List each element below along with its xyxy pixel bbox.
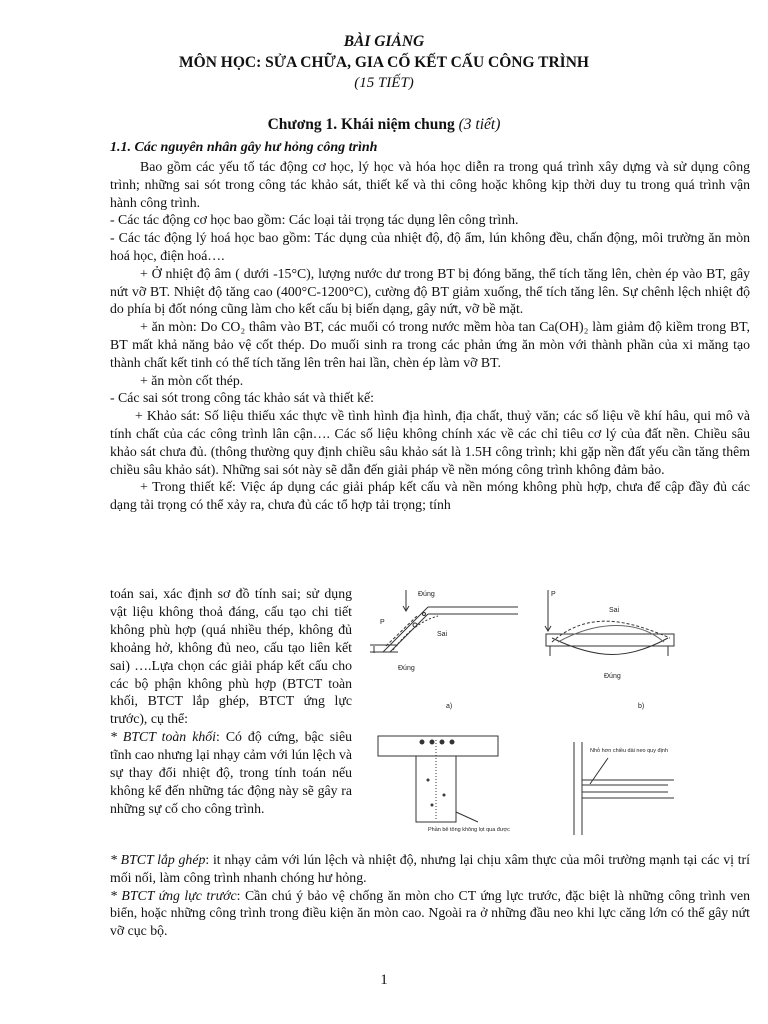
label-sai-left: Sai (437, 631, 448, 638)
wrapped-text (110, 585, 352, 818)
caption-b: b) (638, 703, 645, 710)
definition: : Có độ cứng, bậc siêu tĩnh cao nhưng lại nhạy cảm với lún lệch và sự thay đổi nhiệt độ, trong tính toán nếu không kể đến những tác động này sẽ gây ra những sự cố cho công trình. (110, 729, 352, 816)
paragraph: + Ở nhiệt độ âm ( dưới -15°C), lượng nước dư trong BT bị đóng băng, thể tích tăng lên, chèn ép vào BT, gây nứt vỡ BT. Nhiệt độ tăng cao (400°C-1200°C), cường độ BT giảm xuống, thể tích tăng lên. Sự chênh lệch nhiệt độ do phía bị đốt nóng cũng làm cho kết cấu bị biến dạng, gây nứt, vỡ bề mặt. (110, 265, 750, 317)
page-number: 1 (380, 972, 388, 988)
caption-a: a) (446, 703, 453, 710)
structural-figures (368, 590, 686, 846)
term: * BTCT lắp ghép (110, 852, 206, 867)
paragraph (110, 851, 750, 887)
figure-b (545, 590, 674, 656)
definition: : Cần chú ý bảo vệ chống ăn mòn cho CT ứng lực trước, đặc biệt là những công trình ven biển, hoặc những công trình trong điều kiện ăn mòn cao. Ngoài ra ở những đầu neo khi lực căng lớn có thể gây nứt vỡ cục bộ. (110, 887, 750, 939)
paragraph: + Trong thiết kế: Việc áp dụng các giải pháp kết cấu và nền móng không phù hợp, chưa để cập đầy đủ các dạng tải trọng có thể xảy ra, chưa đủ các tổ hợp tải trọng; tính (110, 479, 750, 513)
course-title: MÔN HỌC: SỬA CHỮA, GIA CỐ KẾT CẤU CÔNG TRÌNH (179, 54, 589, 71)
label-sai-right: Sai (609, 607, 620, 614)
chapter-hours: (3 tiết) (458, 116, 501, 133)
figure-notes (428, 747, 668, 833)
figure-labels (380, 591, 644, 710)
lecture-title: BÀI GIẢNG (343, 33, 425, 50)
course-hours: (15 TIẾT) (354, 75, 414, 91)
figure-d (574, 742, 674, 835)
label-p-left: P (380, 619, 385, 626)
paragraph: - Các tác động lý hoá học bao gồm: Tác dụng của nhiệt độ, độ ẩm, lún không đều, chấn động, môi trường ăn mòn hoá học, điện hoá…. (110, 230, 750, 263)
body-text (110, 158, 750, 514)
term: * BTCT toàn khối (110, 729, 216, 745)
paragraph: - Các tác động cơ học bao gồm: Các loại tải trọng tác dụng lên công trình. (110, 212, 519, 228)
figure-c (378, 736, 498, 822)
paragraph (110, 887, 750, 940)
term: * BTCT ứng lực trước (110, 887, 237, 903)
closing-text (110, 851, 750, 940)
label-dung-left: Đúng (398, 665, 415, 672)
note-concrete: Phần bê tông không lọt qua được (428, 827, 510, 833)
chapter-heading (0, 116, 768, 134)
paragraph: toán sai, xác định sơ đồ tính sai; sử dụng vật liệu không thoả đáng, cấu tạo chi tiết không phù hợp (quá nhiều thép, không đủ khoảng hở, không đủ neo, cấu tạo liên kết sai) ….Lựa chọn các giải pháp kết cấu cho các bộ phận không phù hợp (BTCT toàn khối, BTCT lắp ghép, BTCT ứng lực trước), cụ thể: (110, 586, 352, 727)
paragraph: + Khảo sát: Số liệu thiếu xác thực về tình hình địa hình, địa chất, thuỷ văn; các số liệu về khí hâu, qui mô và tính chất của các công trình lân cận…. Các số liệu không chính xác về các chỉ tiêu cơ lý của đất nền. Chiều sâu khảo sát chưa đủ. (thông thường quy định chiều sâu khảo sát là 1.5H công trình; khi gặp nền đất yếu cần tăng thêm chiều sâu khảo sát). Những sai sót này sẽ dẫn đến giải pháp về nền móng công trình không đảm bảo. (110, 408, 750, 477)
paragraph: - Các sai sót trong công tác khảo sát và thiết kế: (110, 390, 374, 406)
section-heading: 1.1. Các nguyên nhân gây hư hỏng công trình (110, 140, 378, 155)
paragraph: + ăn mòn cốt thép. (140, 372, 244, 388)
paragraph: + ăn mòn: Do CO₂ thâm vào BT, các muối có trong nước mềm hòa tan Ca(OH)₂ làm giảm độ kiềm trong BT, BT mất khả năng bảo vệ cốt thép. Do muối sinh ra trong các phản ứng ăn mòn với thành phần của xi măng tạo thành chất kết tinh có thể tích tăng lên trên hai lần, chèn ép làm vỡ BT. (110, 319, 750, 370)
definition: : it nhạy cảm với lún lệch và nhiệt độ, nhưng lại chịu xâm thực của môi trường mạnh tại các vị trí mối nối, làm công trình nhanh chóng hư hỏng. (110, 852, 750, 885)
chapter-title: Chương 1. Khái niệm chung (267, 116, 455, 133)
note-anchor: Nhỏ hơn chiều dài neo quy định (590, 748, 668, 754)
paragraph (110, 728, 352, 818)
figure-a (370, 590, 518, 653)
label-p-right: P (551, 591, 556, 598)
paragraph: Bao gồm các yếu tố tác động cơ học, lý học và hóa học diễn ra trong quá trình xây dựng và sử dụng công trình; những sai sót trong công tác khảo sát, thiết kế và thi công hoặc không kịp thời duy tu trong quá trình vận hành công trình. (110, 159, 750, 210)
label-dung-right: Đúng (604, 673, 621, 680)
label-dung-top: Đúng (418, 591, 435, 598)
